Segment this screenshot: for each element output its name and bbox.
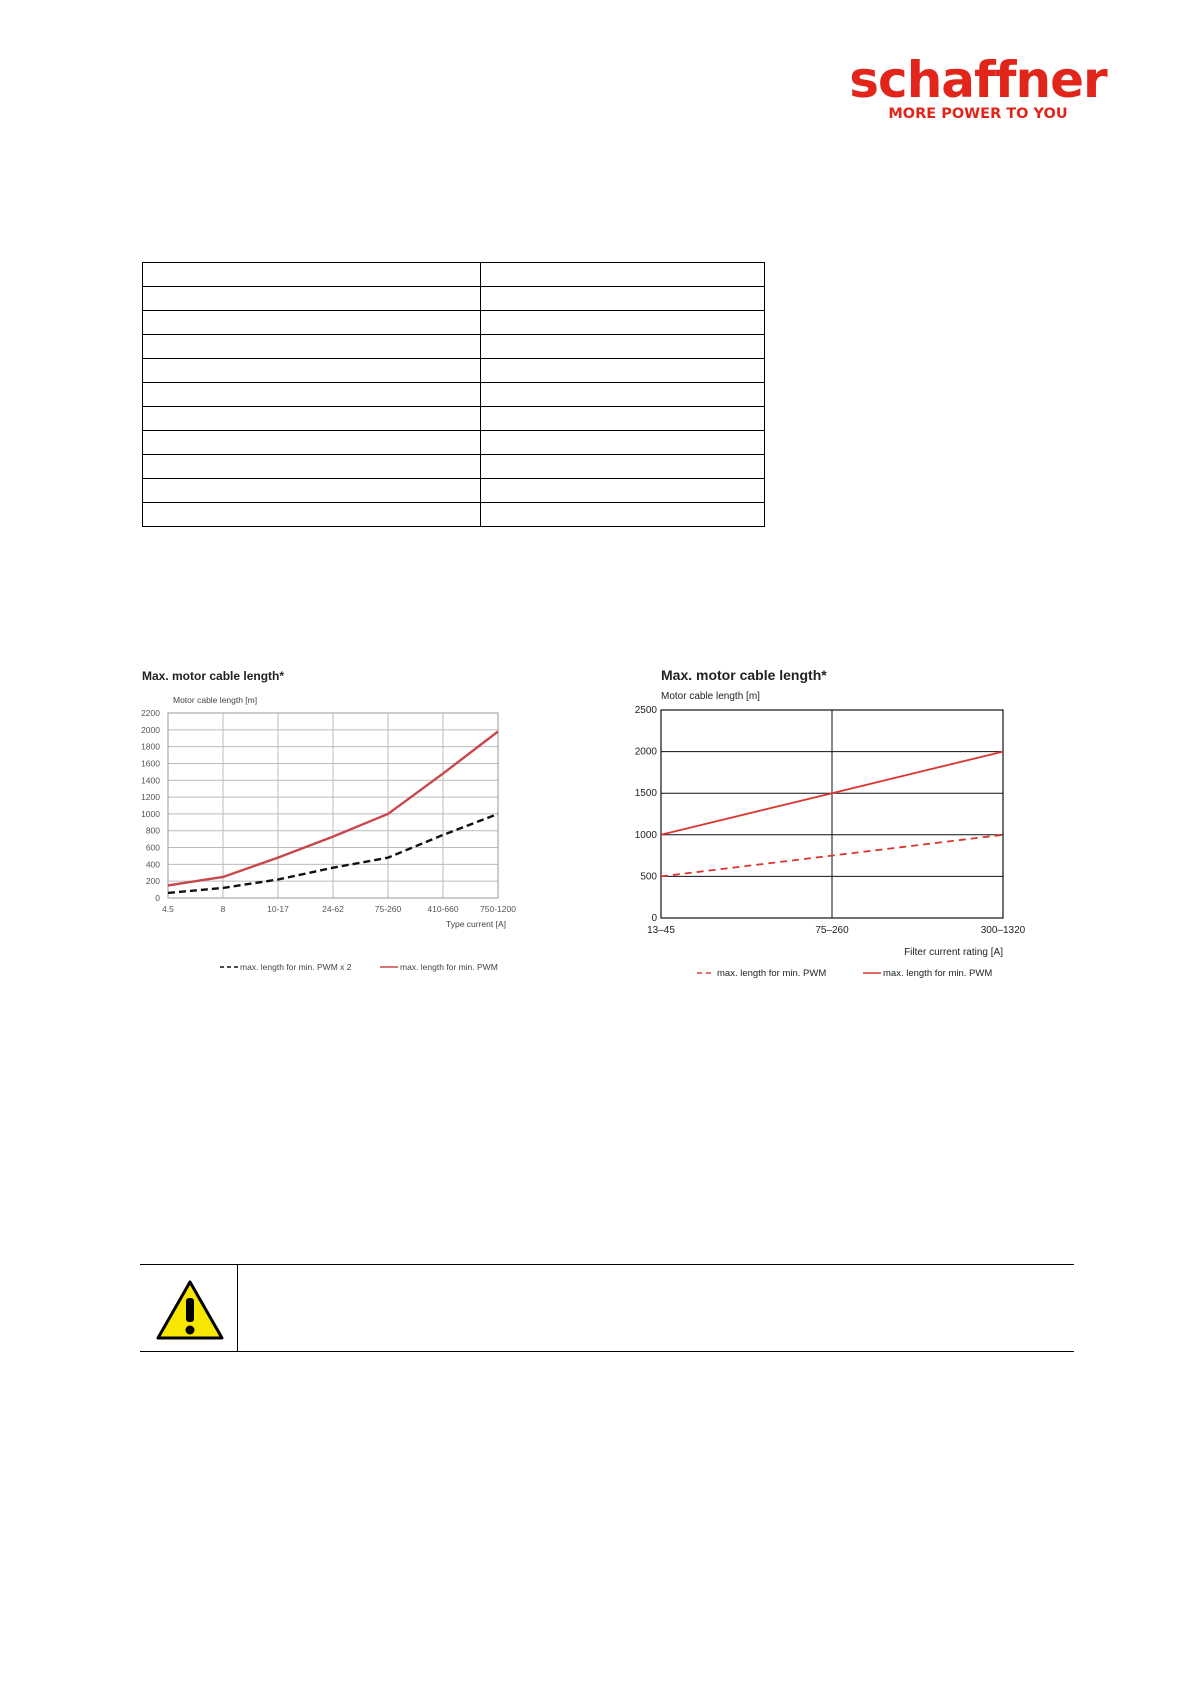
table-cell [481, 455, 765, 479]
table-row [143, 407, 765, 431]
table-row [143, 431, 765, 455]
y-tick-label: 0 [155, 893, 160, 903]
y-tick-label: 2200 [141, 708, 160, 718]
x-tick-label: 750-1200 [480, 904, 516, 914]
table-row [143, 503, 765, 527]
table-row [143, 263, 765, 287]
y-tick-label: 2500 [634, 705, 657, 716]
y-tick-label: 1000 [634, 829, 657, 841]
y-axis-label: Motor cable length [m] [173, 695, 258, 705]
x-tick-label: 75–260 [815, 925, 849, 936]
y-axis-label: Motor cable length [m] [661, 691, 760, 702]
x-axis-label: Filter current rating [A] [904, 947, 1003, 958]
table-cell [481, 407, 765, 431]
x-tick-label: 10-17 [267, 904, 289, 914]
x-tick-label: 410-660 [427, 904, 459, 914]
table-cell [143, 263, 481, 287]
y-tick-label: 1400 [141, 775, 160, 786]
table-cell [143, 431, 481, 455]
legend-label: max. length for min. PWM x 2 [240, 962, 352, 972]
y-tick-label: 2000 [141, 724, 160, 735]
y-tick-label: 1000 [141, 808, 160, 819]
table-cell [481, 263, 765, 287]
y-tick-label: 500 [640, 871, 657, 883]
table-row [143, 335, 765, 359]
y-tick-label: 600 [145, 842, 160, 853]
warning-note [140, 1264, 1074, 1352]
table-cell [143, 479, 481, 503]
table-row [143, 287, 765, 311]
x-tick-label: 8 [220, 904, 226, 914]
x-tick-label: 75-260 [374, 904, 402, 914]
table-cell [481, 479, 765, 503]
table-cell [143, 335, 481, 359]
table-cell [143, 407, 481, 431]
y-tick-label: 800 [145, 825, 160, 836]
x-axis-label: Type current [A] [446, 919, 506, 929]
table-cell [481, 311, 765, 335]
x-tick-label: 24-62 [322, 904, 344, 914]
y-tick-label: 1200 [141, 792, 160, 803]
legend-label: max. length for min. PWM [717, 968, 827, 979]
y-tick-label: 1500 [634, 788, 657, 800]
brand-logo [848, 52, 1108, 122]
legend-label: max. length for min. PWM [400, 962, 498, 972]
y-tick-label: 200 [145, 876, 160, 887]
table-cell [143, 455, 481, 479]
table-cell [481, 335, 765, 359]
table-cell [143, 359, 481, 383]
cable-length-chart-2 [620, 667, 1040, 979]
table-row [143, 311, 765, 335]
empty-table [142, 262, 765, 527]
warning-divider [237, 1265, 238, 1351]
table-row [143, 455, 765, 479]
y-tick-label: 1800 [141, 741, 160, 752]
table-cell [481, 503, 765, 527]
y-tick-label: 1600 [141, 758, 160, 769]
table-row [143, 479, 765, 503]
legend-label: max. length for min. PWM [883, 968, 993, 979]
table-cell [143, 287, 481, 311]
table-cell [481, 383, 765, 407]
x-tick-label: 4.5 [162, 904, 174, 914]
table-cell [143, 383, 481, 407]
table-cell [481, 359, 765, 383]
table-cell [143, 311, 481, 335]
table-row [143, 383, 765, 407]
y-tick-label: 2000 [634, 746, 657, 758]
warning-triangle-icon [155, 1279, 225, 1341]
x-tick-label: 300–1320 [980, 925, 1026, 936]
table-cell [143, 503, 481, 527]
chart-title: Max. motor cable length* [661, 667, 827, 683]
table-cell [481, 287, 765, 311]
chart-title: Max. motor cable length* [142, 669, 285, 683]
brand-name: schaffner [849, 51, 1107, 109]
y-tick-label: 400 [145, 859, 160, 870]
y-tick-label: 0 [651, 913, 657, 924]
cable-length-chart-1 [130, 665, 530, 972]
table-row [143, 359, 765, 383]
x-tick-label: 13–45 [647, 925, 675, 936]
table-cell [481, 431, 765, 455]
brand-tagline: MORE POWER TO YOU [888, 106, 1068, 122]
